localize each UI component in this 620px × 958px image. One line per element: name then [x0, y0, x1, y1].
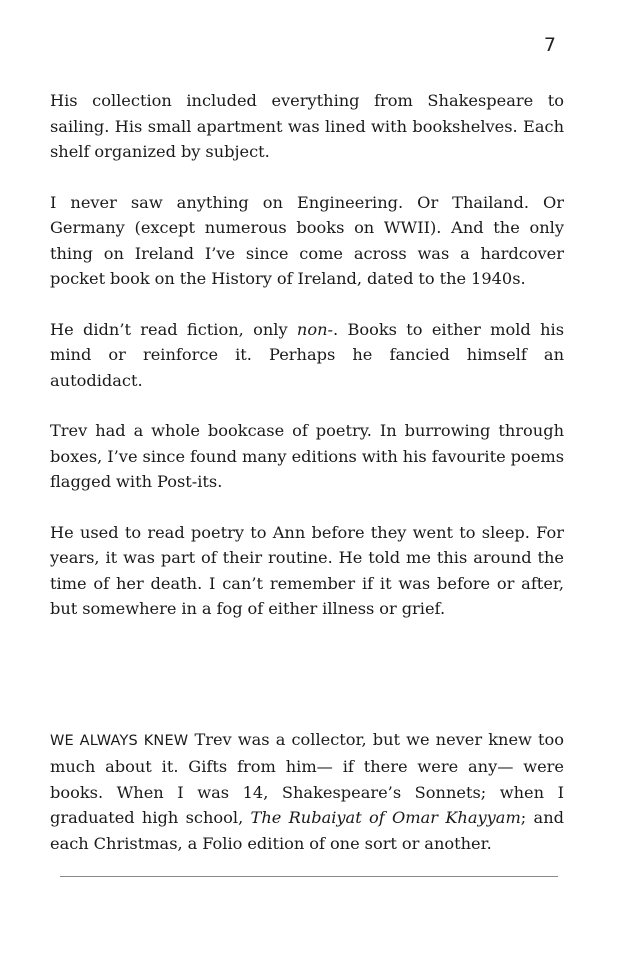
paragraph-text: . Books to either mold his mind or reinforce it. Perhaps he fancied himself an autodidact.	[50, 319, 564, 390]
footer-rule	[60, 876, 558, 877]
paragraph-text: ; and each Christmas, a Folio edition of one sort or another.	[50, 808, 564, 853]
paragraph-text: He didn’t read fiction, only	[50, 319, 297, 339]
page-number: 7	[543, 34, 556, 56]
paragraph-text: Trev was a collector, but we never knew too much about it. Gifts from him— if there were any— were books. When I was 14, Shakespeare’s Sonnets; when I graduated high school,	[50, 729, 564, 827]
section-break	[50, 647, 564, 727]
paragraph-poetry: Trev had a whole bookcase of poetry. In burrowing through boxes, I’ve since found many editions with his favourite poems flagged with Post-its.	[50, 421, 564, 491]
paragraph-collector	[50, 727, 564, 857]
section-lead-in: WE ALWAYS KNEW	[50, 732, 189, 749]
page-body	[50, 88, 564, 881]
paragraph-collection: His collection included everything from Shakespeare to sailing. His small apartment was lined with bookshelves. Each shelf organized by subject.	[50, 91, 564, 161]
paragraph-missing-subjects: I never saw anything on Engineering. Or Thailand. Or Germany (except numerous books on WWII). And the only thing on Ireland I’ve since come across was a hardcover pocket book on the History of Ireland, dated to the 1940s.	[50, 192, 564, 288]
paragraph-nonfiction	[50, 317, 564, 394]
book-title: The Rubaiyat of Omar Khayyam	[250, 808, 521, 827]
paragraph-routine: He used to read poetry to Ann before they went to sleep. For years, it was part of their routine. He told me this around the time of her death. I can’t remember if it was before or after, but somewhere in a fog of either illness or grief.	[50, 522, 564, 618]
emphasis-text: non-	[296, 319, 333, 339]
